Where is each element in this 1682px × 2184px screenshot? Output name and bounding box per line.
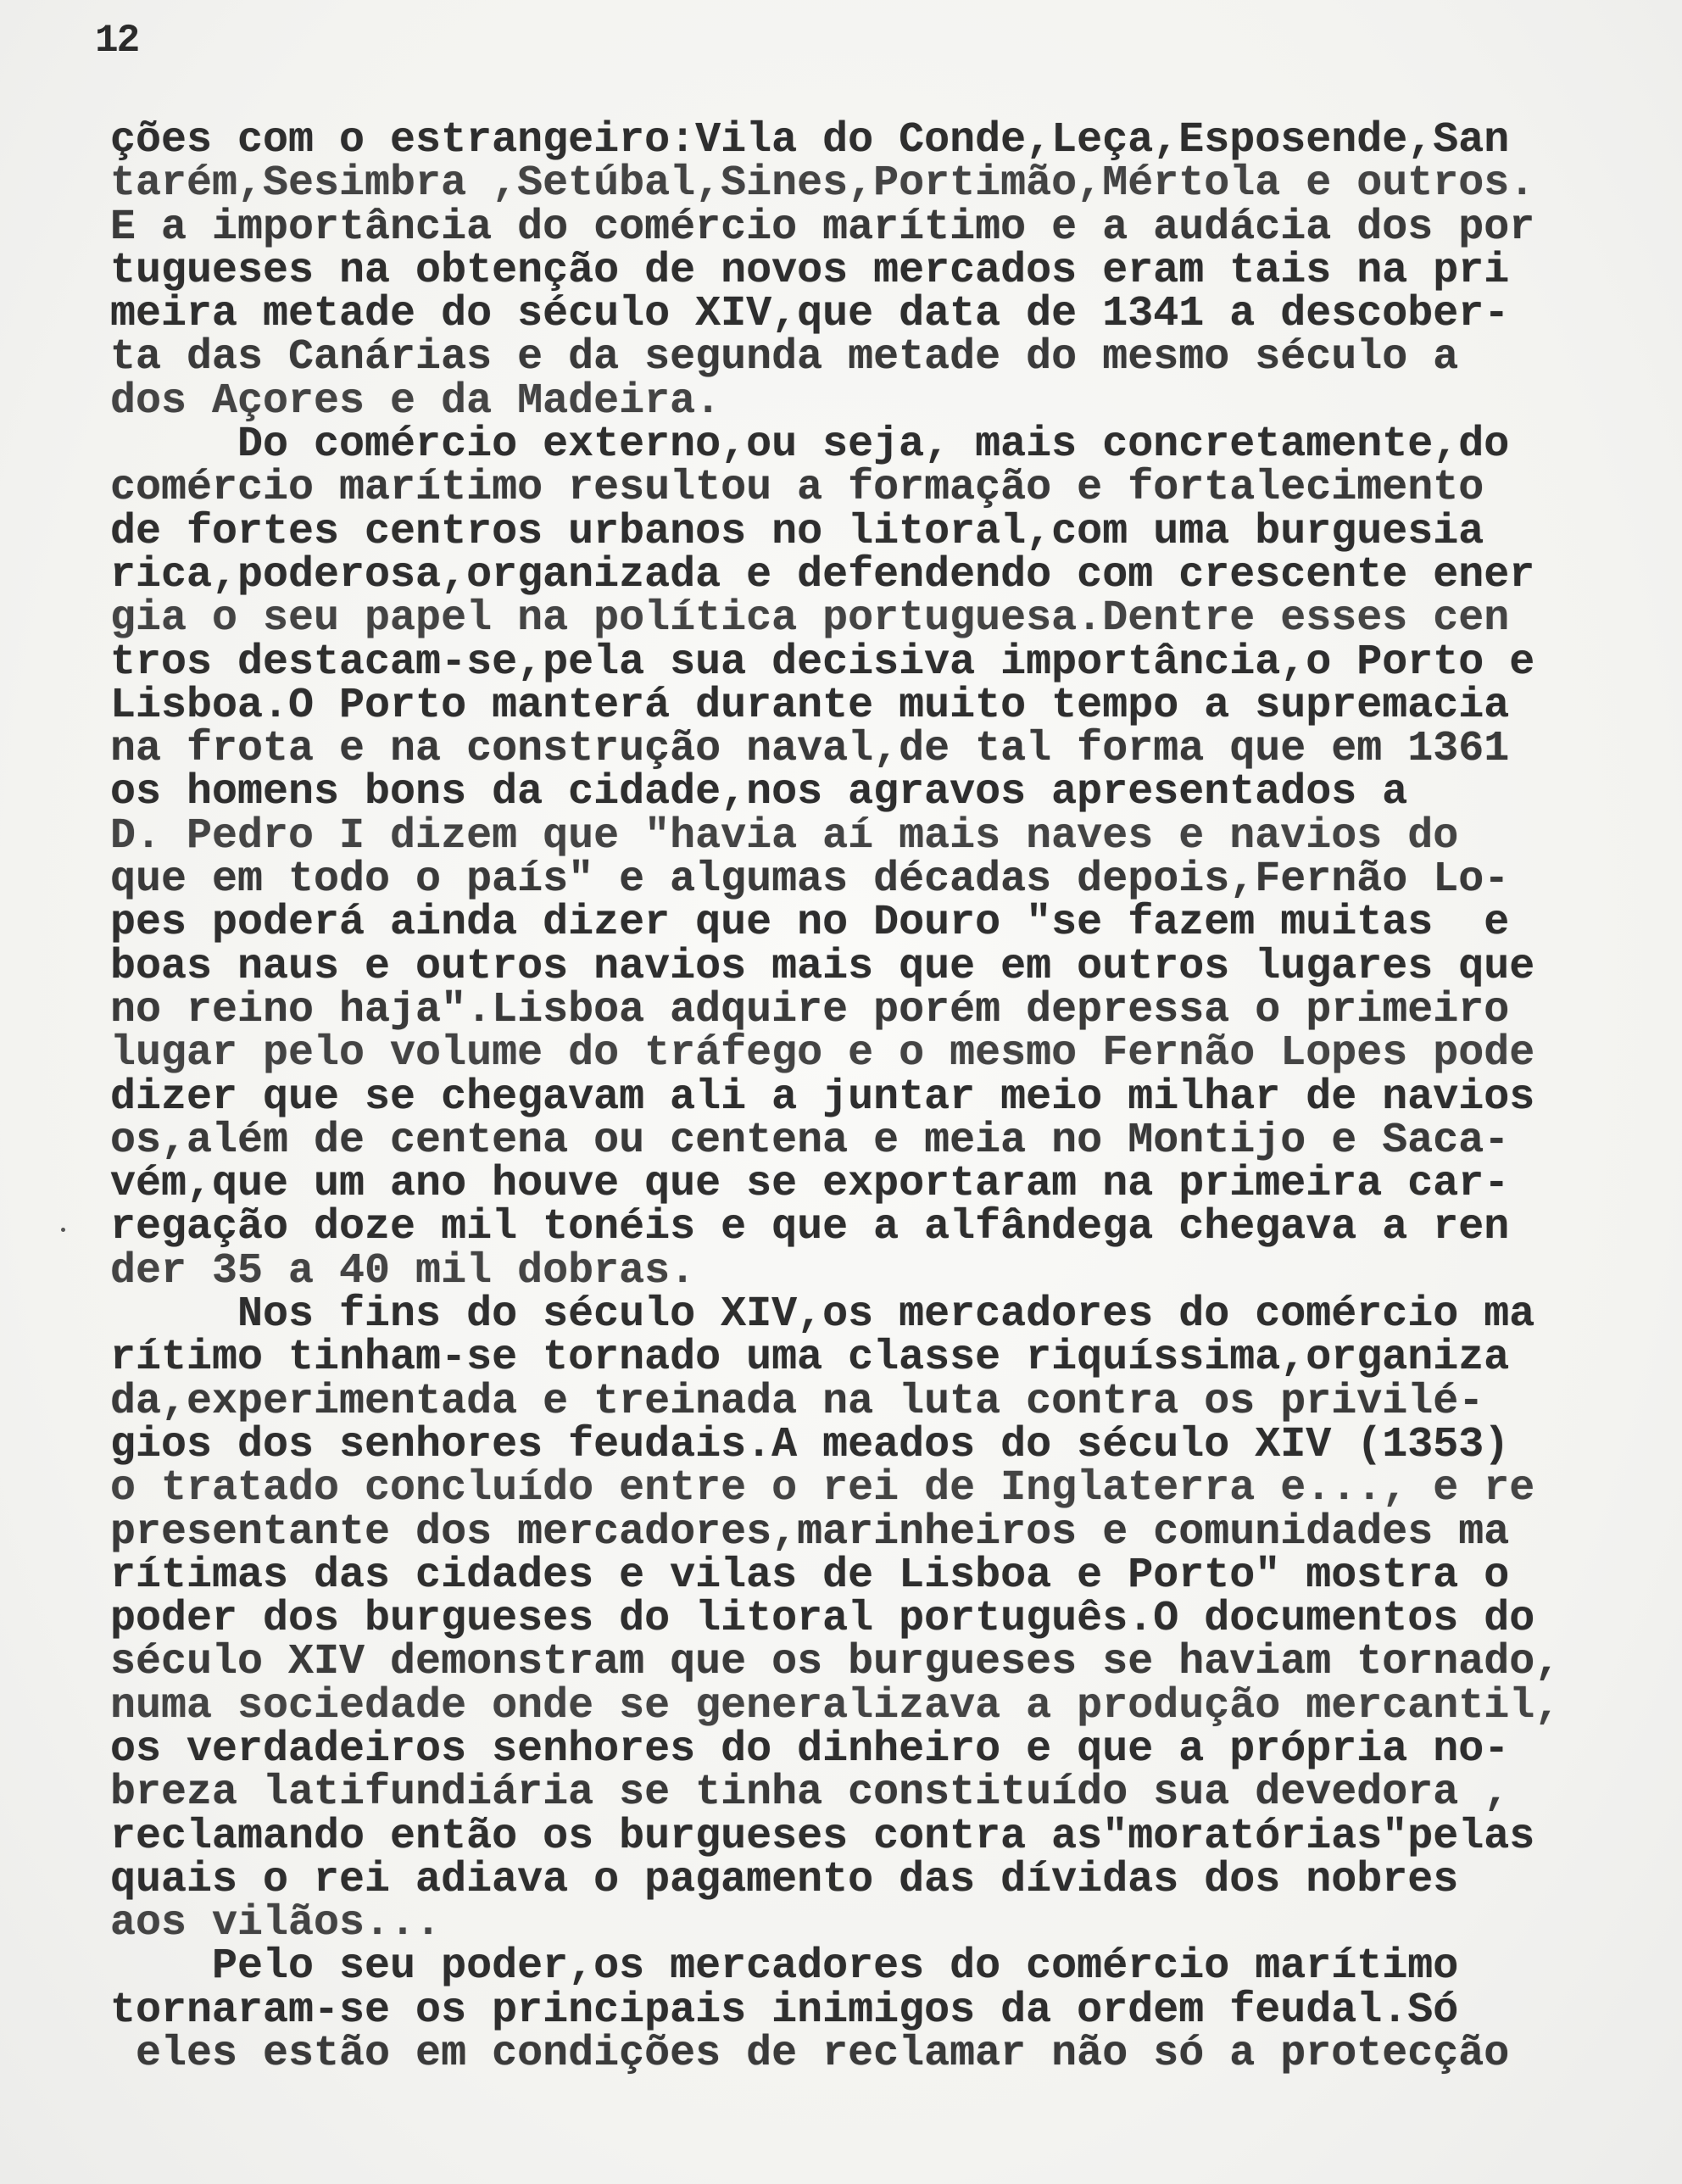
body-text xyxy=(110,116,1602,2079)
text-line: meira metade do século XIV,que data de 1341 a descober- xyxy=(110,290,1510,339)
text-line: Pelo seu poder,os mercadores do comércio marítimo xyxy=(110,1942,1459,1992)
text-line: tros destacam-se,pela sua decisiva importância,o Porto e xyxy=(110,638,1535,687)
text-line: breza latifundiária se tinha constituído sua devedora , xyxy=(110,1769,1510,1818)
text-line: Lisboa.O Porto manterá durante muito tempo a supremacia xyxy=(110,681,1510,730)
text-line: rica,poderosa,organizada e defendendo com crescente ener xyxy=(110,550,1535,599)
text-line: ta das Canárias e da segunda metade do mesmo século a xyxy=(110,333,1459,382)
text-line: eles estão em condições de reclamar não só a protecção xyxy=(110,2030,1510,2079)
text-line: vém,que um ano houve que se exportaram na primeira car- xyxy=(110,1160,1510,1209)
text-line: os,além de centena ou centena e meia no Montijo e Saca- xyxy=(110,1116,1510,1165)
text-line: regação doze mil tonéis e que a alfândega chegava a ren xyxy=(110,1203,1510,1252)
text-line: dos Açores e da Madeira. xyxy=(110,376,721,426)
text-line: comércio marítimo resultou a formação e fortalecimento xyxy=(110,464,1484,513)
text-line: gios dos senhores feudais.A meados do século XIV (1353) xyxy=(110,1420,1510,1469)
text-line: dizer que se chegavam ali a juntar meio milhar de navios xyxy=(110,1072,1535,1122)
text-line: presentante dos mercadores,marinheiros e comunidades ma xyxy=(110,1507,1510,1557)
text-line: pes poderá ainda dizer que no Douro "se fazem muitas e xyxy=(110,899,1510,948)
text-line: gia o seu papel na política portuguesa.Dentre esses cen xyxy=(110,594,1510,644)
page-number: 12 xyxy=(95,19,139,63)
text-line: E a importância do comércio marítimo e a audácia dos por xyxy=(110,203,1535,252)
text-line: tugueses na obtenção de novos mercados eram tais na pri xyxy=(110,246,1510,295)
text-line: de fortes centros urbanos no litoral,com uma burguesia xyxy=(110,507,1484,556)
text-line: da,experimentada e treinada na luta contra os privilé- xyxy=(110,1377,1484,1426)
text-line: tarém,Sesimbra ,Setúbal,Sines,Portimão,Mértola e outros. xyxy=(110,159,1535,209)
text-line: reclamando então os burgueses contra as"moratórias"pelas xyxy=(110,1812,1535,1861)
margin-mark xyxy=(61,1228,65,1232)
text-line: rítimo tinham-se tornado uma classe riquíssima,organiza xyxy=(110,1334,1510,1383)
text-line: quais o rei adiava o pagamento das dívidas dos nobres xyxy=(110,1855,1459,1904)
text-line: Nos fins do século XIV,os mercadores do comércio ma xyxy=(110,1290,1535,1340)
text-line: na frota e na construção naval,de tal forma que em 1361 xyxy=(110,725,1510,774)
text-line: D. Pedro I dizem que "havia aí mais naves e navios do xyxy=(110,811,1459,861)
text-line: Do comércio externo,ou seja, mais concretamente,do xyxy=(110,421,1510,470)
text-line: o tratado concluído entre o rei de Inglaterra e..., e re xyxy=(110,1464,1535,1513)
text-line: os homens bons da cidade,nos agravos apresentados a xyxy=(110,768,1408,817)
text-line: rítimas das cidades e vilas de Lisboa e Porto" mostra o xyxy=(110,1551,1510,1600)
text-line: poder dos burgueses do litoral português.O documentos do xyxy=(110,1595,1535,1644)
text-line: que em todo o país" e algumas décadas depois,Fernão Lo- xyxy=(110,855,1510,905)
text-line: numa sociedade onde se generalizava a produção mercantil, xyxy=(110,1681,1561,1730)
text-line: aos vilãos... xyxy=(110,1899,442,1948)
text-line: boas naus e outros navios mais que em outros lugares que xyxy=(110,942,1535,991)
text-line: lugar pelo volume do tráfego e o mesmo Fernão Lopes pode xyxy=(110,1029,1535,1078)
text-line: tornaram-se os principais inimigos da ordem feudal.Só xyxy=(110,1986,1459,2035)
text-line: no reino haja".Lisboa adquire porém depressa o primeiro xyxy=(110,985,1510,1034)
text-line: ções com o estrangeiro:Vila do Conde,Leça,Esposende,San xyxy=(110,116,1510,164)
text-line: os verdadeiros senhores do dinheiro e que a própria no- xyxy=(110,1724,1510,1774)
text-line: século XIV demonstram que os burgueses se haviam tornado, xyxy=(110,1638,1561,1687)
text-line: der 35 a 40 mil dobras. xyxy=(110,1246,696,1295)
